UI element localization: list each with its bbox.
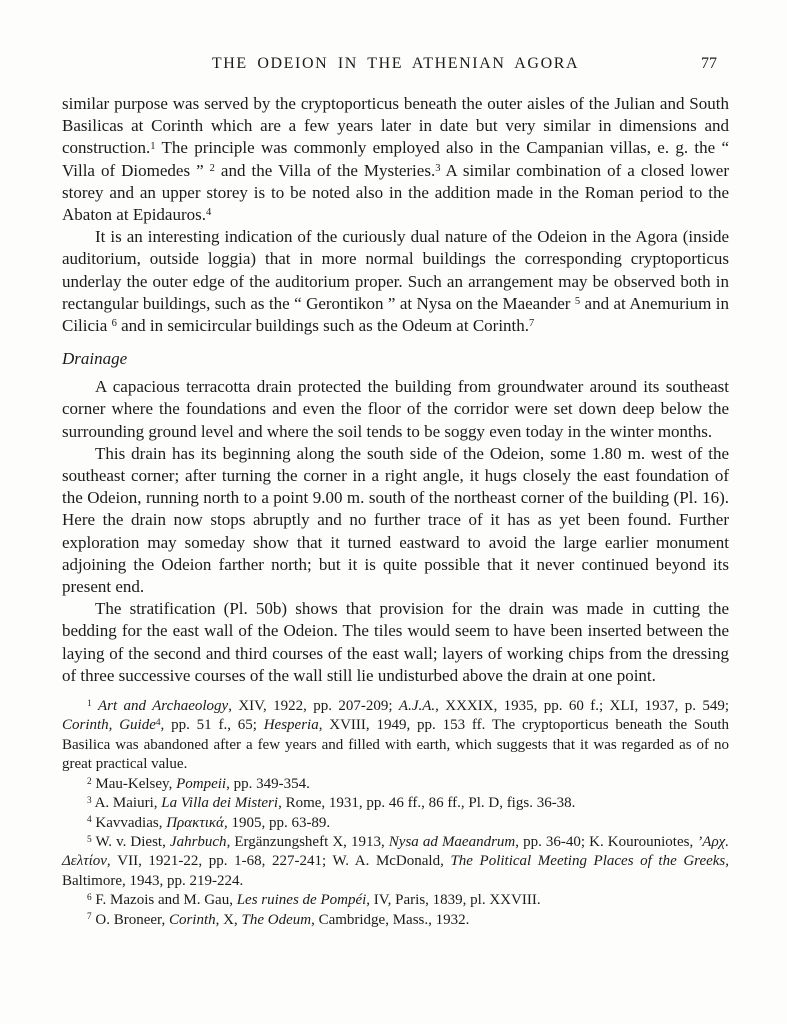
footnote <box>62 833 729 891</box>
page-body <box>62 93 729 687</box>
paragraph <box>62 226 729 337</box>
paragraph <box>62 443 729 598</box>
paragraph <box>62 598 729 687</box>
text-column <box>62 55 729 930</box>
footnote <box>62 697 729 775</box>
text-run: , 1905, pp. 63-89. <box>223 814 331 831</box>
paragraph <box>62 93 729 226</box>
text-run: , X, <box>215 911 242 928</box>
text-run: A. Maiuri, <box>94 795 162 812</box>
footnote <box>62 775 729 794</box>
italic-text-run: Corinth <box>168 911 216 928</box>
page-number: 77 <box>701 55 717 72</box>
text-run: , pp. 349-354. <box>226 775 310 792</box>
superscript-footnote-ref: 6 <box>111 318 117 330</box>
text-run: F. Mazois and M. Gau, <box>95 892 237 909</box>
superscript-footnote-ref: 2 <box>209 162 215 174</box>
text-run: , pp. 36-40; K. Kourouniotes, <box>515 833 698 850</box>
text-run: , pp. 51 f., 65; <box>160 717 264 734</box>
text-run: This drain has its beginning along the south side of the Odeion, some 1.80 m. west of the southeast corner; after turning the corner in a right angle, it hugs closely the east foundation of the Odeion, running north to a point 9.00 m. south of the northeast corner of the building (Pl. 16). Here the drain now stops abruptly and no further trace of it has as yet been found. Further exploration may someday show that it turned eastward to avoid the large earlier monument adjoining the Odeion farther north; but it is quite possible that it never continued beyond its present end. <box>62 443 729 597</box>
text-run: , Rome, 1931, pp. 46 ff., 86 ff., Pl. D, figs. 36-38. <box>278 795 576 812</box>
superscript-footnote-ref: 3 <box>435 162 441 174</box>
text-run: , XIV, 1922, pp. 207-209; <box>228 698 399 715</box>
italic-text-run: The Odeum <box>241 911 312 928</box>
italic-text-run: ’Αρχ. Δελτίον <box>62 833 729 870</box>
italic-text-run: The Political Meeting Places of the Greeks <box>450 853 726 870</box>
footnote-marker: 6 <box>87 892 92 903</box>
text-run: Kavvadias, <box>95 814 167 831</box>
italic-text-run: Drainage <box>62 349 128 369</box>
footnote-marker: 5 <box>87 834 92 845</box>
text-run: Mau-Kelsey, <box>95 775 177 792</box>
superscript-footnote-ref: 4 <box>206 207 212 219</box>
text-run: , Cambridge, Mass., 1932. <box>311 911 470 928</box>
text-run: , XXXIX, 1935, pp. 60 f.; XLI, 1937, p. 549; <box>435 698 730 715</box>
italic-text-run: Art and Archaeology <box>98 698 229 715</box>
text-run: , XVIII, 1949, pp. 153 ff. The cryptoporticus beneath the South Basilica was abandoned after a few years and filled with earth, which suggests that it was regarded as of no great practical value. <box>62 717 729 773</box>
text-run: and in semicircular buildings such as the Odeum at Corinth. <box>116 316 530 336</box>
italic-text-run: Pompeii <box>176 775 227 792</box>
text-run: , VII, 1921-22, pp. 1-68, 227-241; W. A. McDonald, <box>106 853 451 870</box>
italic-text-run: Hesperia <box>263 717 319 734</box>
footnote-marker: 3 <box>87 795 92 806</box>
section-heading <box>62 348 729 370</box>
superscript-footnote-ref: 1 <box>150 140 156 152</box>
italic-text-run: Jahrbuch <box>169 833 227 850</box>
text-run: , Baltimore, 1943, pp. 219-224. <box>62 853 729 889</box>
footnote <box>62 911 729 930</box>
text-run: , IV, Paris, 1839, pl. XXVIII. <box>366 892 541 909</box>
footnote <box>62 814 729 833</box>
italic-text-run: Les ruines de Pompéi <box>236 892 367 909</box>
italic-text-run: Πρακτικά <box>166 814 224 831</box>
footnotes <box>62 697 729 930</box>
italic-text-run: La Villa dei Misteri <box>161 795 279 812</box>
footnote-marker: 4 <box>87 815 92 826</box>
text-run: and at Anemurium in Cilicia <box>62 293 729 336</box>
superscript-footnote-ref: 7 <box>529 318 535 330</box>
footnote-marker: 2 <box>87 776 92 787</box>
text-run: A capacious terracotta drain protected the building from groundwater around its southeast corner where the foundations and even the floor of the corridor were set down deep below the surrounding ground level and where the soil tends to be soggy even today in the winter months. <box>62 377 729 441</box>
italic-text-run: Nysa ad Maeandrum <box>388 833 516 850</box>
text-run: W. v. Diest, <box>95 833 170 850</box>
paragraph <box>62 376 729 443</box>
footnote-marker: 1 <box>87 698 92 709</box>
text-run: similar purpose was served by the cryptoporticus beneath the outer aisles of the Julian and South Basilicas at Corinth which are a few years later in date but very similar in dimensions and construction. <box>62 94 729 158</box>
footnote <box>62 794 729 813</box>
text-run: , Ergänzungsheft X, 1913, <box>226 833 389 850</box>
footnote-marker: 7 <box>87 912 92 923</box>
text-run: The principle was commonly employed also in the Campanian villas, e. g. the “ Villa of Diomedes ” <box>62 138 729 180</box>
text-run: O. Broneer, <box>95 911 169 928</box>
text-run: It is an interesting indication of the curiously dual nature of the Odeion in the Agora (inside auditorium, outside loggia) that in more normal buildings the corresponding cryptoporticus underlay the outer edge of the auditorium proper. Such an arrangement may be observed both in rectangular buildings, such as the “ Gerontikon ” at Nysa on the Maeander <box>62 227 729 313</box>
italic-text-run: Corinth, Guide <box>62 717 156 734</box>
footnote <box>62 891 729 910</box>
text-run: and the Villa of the Mysteries. <box>214 160 436 180</box>
text-run: The stratification (Pl. 50b) shows that provision for the drain was made in cutting the bedding for the east wall of the Odeion. The tiles would seem to have been inserted between the laying of the second and third courses of the east wall; layers of working chips from the dressing of three successive courses of the wall still lie undisturbed above the drain at one point. <box>62 599 729 685</box>
italic-text-run: A.J.A. <box>398 698 436 715</box>
superscript-footnote-ref: 5 <box>574 296 581 308</box>
running-head-title: THE ODEION IN THE ATHENIAN AGORA <box>211 55 580 72</box>
superscript-footnote-ref: 4 <box>155 718 161 729</box>
page-header <box>62 55 729 77</box>
text-run: A similar combination of a closed lower storey and an upper storey is to be noted also in the addition made in the Roman period to the Abaton at Epidauros. <box>62 160 729 225</box>
